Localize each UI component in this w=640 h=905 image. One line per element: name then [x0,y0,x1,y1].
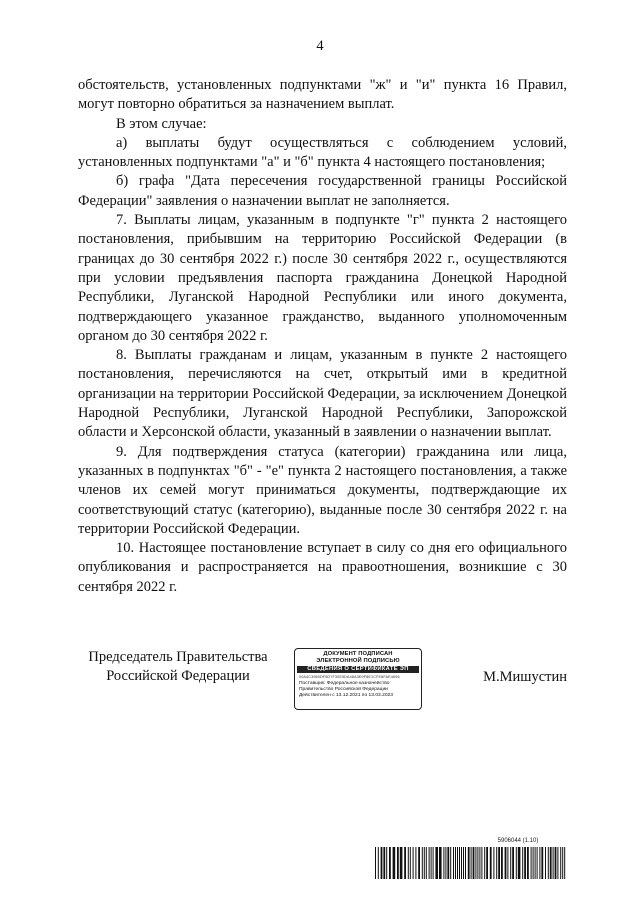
signatory-title-line-2: Российской Федерации [106,668,250,684]
stamp-issuer-2: Правительство Российской Федерации [299,686,388,692]
barcode [375,847,566,879]
signatory-title [78,648,278,686]
stamp-serial: 00A4C3980DF5D7F30E5DA48A3E9F8E1CFE8FAE4696 [299,675,400,679]
paragraph: а) выплаты будут осуществляться с соблюдением условий, установленных подпунктами "а" и "б" пункта 4 настоящего постановления; [78,134,567,171]
paragraph: В этом случае: [116,115,207,132]
stamp-issuer-1: Поставщик: Федеральное казначейство [299,680,390,686]
paragraph: 9. Для подтверждения статуса (категории) гражданина или лица, указанных в подпунктах "б" - "е" пункта 2 настоящего постановления, а также членов их семей могут приниматься документы, подтверждающие их соответствующий статус (категорию), выданные после 30 сентября 2022 г. на территории Российской Федерации. [78,443,567,537]
paragraph: 7. Выплаты лицам, указанным в подпункте "г" пункта 2 настоящего постановления, прибывшим на территорию Российской Федерации (в границах до 30 сентября 2022 г.) после 30 сентября 2022 г., осуществляются при условии предъявления паспорта гражданина Донецкой Народной Республики, Луганской Народной Республики или иного документа, подтверждающего указанное гражданство, выданного уполномоченным органом до 30 сентября 2022 г. [78,212,567,344]
document-code: 5906044 (1.10) [497,838,539,844]
paragraph: 10. Настоящее постановление вступает в силу со дня его официального опубликования и распространяется на правоотношения, возникшие с 30 сентября 2022 г. [78,540,567,595]
stamp-heading-1: ДОКУМЕНТ ПОДПИСАН [323,651,393,657]
stamp-heading-2: ЭЛЕКТРОННОЙ ПОДПИСЬЮ [316,658,400,664]
paragraph: 8. Выплаты гражданам и лицам, указанным в пункте 2 настоящего постановления, перечисляются на счет, открытый ими в кредитной организации на территории Российской Федерации, за исключением Донецкой Народной Республики, Луганской Народной Республики, Запорожской области и Херсонской области, указанный в заявлении о назначении выплат. [78,347,567,441]
stamp-validity: Действителен с 13.12.2021 по 13.03.2023 [299,692,393,698]
signature-block [78,648,567,718]
signatory-name: М.Мишустин [483,669,567,685]
electronic-signature-stamp [294,648,422,710]
stamp-certificate-bar: СВЕДЕНИЯ О СЕРТИФИКАТЕ ЭП [297,666,419,673]
document-body [78,76,567,597]
paragraph: б) графа "Дата пересечения государственной границы Российской Федерации" заявления о назначении выплат не заполняется. [78,173,567,209]
paragraph: обстоятельств, установленных подпунктами "ж" и "и" пункта 16 Правил, могут повторно обратиться за назначением выплат. [78,77,567,113]
page-number: 4 [316,38,324,54]
signatory-title-line-1: Председатель Правительства [88,649,268,665]
